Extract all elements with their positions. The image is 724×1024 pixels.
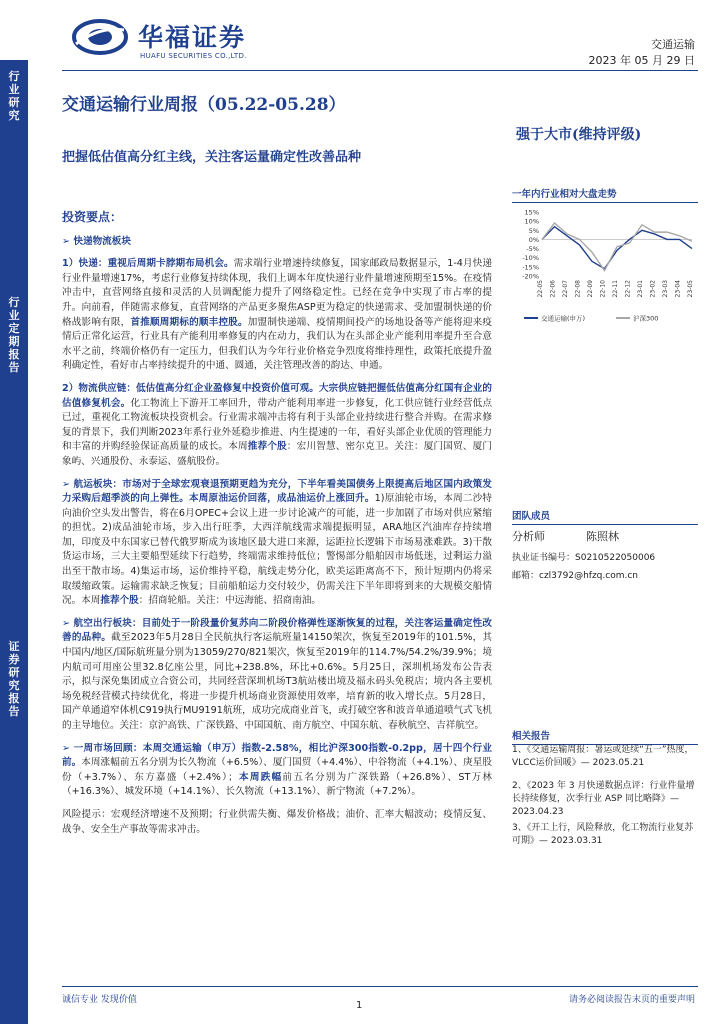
legend-label-0: 交通运输(申万) (541, 314, 586, 323)
bullet-icon: ➢ (62, 235, 74, 247)
highlight-shipping-rec: 推荐个股 (100, 595, 139, 607)
text-express: 需求端行业增速持续修复，国家邮政局数据显示，1-4月快递行业件量增速17%，考虑行业修复持续体现，我们上调本年度快递行业件量增速预期至15%。在疫情冲击中，直营网络直接和灵活的人员调配能力提升了网络稳定性。已经在竞争中实现了市占率的提升。向前看，伴随需求修复，直营网络的产品更多聚焦ASP更为稳定的快递需求、受加盟制快递的价格战影响有限， (62, 258, 492, 328)
paragraph-supply-chain (62, 382, 492, 470)
team-title: 团队成员 (512, 508, 698, 525)
x-tick-label: 23-02 (649, 280, 657, 298)
text-shipping: 1)原油轮市场，本周二沙特向油价空头发出警告，将在6月OPEC+会议上进一步讨论减产的可能，进一步加剧了市场对供应紧缩的担忧。2)成品油轮市场，步入出行旺季，大西洋航线需求端提振明显，ARA地区汽油库存持续增加，印度及中东国家已替代俄罗斯成为该地区最大进口来源，运距拉长逻辑下市场易涨难跌。3)干散货运市场，三大主要船型延续下行趋势，终端需求维持低位；警惕部分船舶因市场低迷，过剩运力溢出至干散市场。4)集运市场，运价维持平稳，航线走势分化，欧美运距离高不下，预计短期内仍将采取缓缩政策。运输需求缺乏恢复；目前船舶运力交付较少，仍需关注下半年即将到来的大规模交船情况。本周 (62, 493, 492, 607)
x-tick-label: 23-05 (687, 280, 694, 298)
y-tick-label: -10% (522, 254, 539, 263)
text-market-b: 前五名分别为广深铁路（+26.8%）、ST万林（+16.3%）、城发环境（+14.1%）、长久物流（+13.1%）、新宁物流（+7.2%）。 (62, 771, 493, 798)
sidebar-label-industry: 行业研究 (8, 70, 20, 122)
x-tick-label: 23-03 (662, 280, 669, 298)
bullet-icon: ➢ (62, 742, 74, 754)
bullet-express: 快递物流板块 (73, 235, 131, 247)
x-tick-label: 22-10 (599, 280, 607, 298)
bullet-icon: ➢ (62, 617, 74, 629)
highlight-shipping: 航运板块： (73, 478, 123, 490)
rating-label: 强于大市(维持评级) (516, 127, 642, 143)
related-report-1[interactable]: 1、《交通运输周报：暑运或延续“五一”热度，VLCC运价回暖》— 2023.05.21 (512, 745, 694, 768)
x-tick-label: 22-07 (562, 280, 569, 298)
y-tick-label: 0% (528, 235, 539, 244)
paragraph-aviation (62, 617, 492, 734)
x-tick-label: 22-12 (624, 280, 632, 298)
text-market: 本周涨幅前五名分别为长久物流（+6.5%）、厦门国贸（+4.4%）、中谷物流（+4.1%）、庚星股份（+3.7%）、东方嘉盛（+2.4%）； (62, 757, 492, 783)
report-category: 交通运输 (651, 38, 695, 51)
analyst-name: 陈照林 (586, 530, 619, 543)
text-shipping-b: ：招商轮船。关注：中远海能、招商南油。 (138, 595, 322, 607)
report-title: 交通运输行业周报（05.22-05.28） (62, 95, 346, 115)
x-tick-label: 22-06 (549, 280, 557, 298)
license-number: 执业证书编号：S0210522050006 (512, 553, 656, 563)
x-tick-label: 22-05 (537, 280, 544, 298)
related-report-3[interactable]: 3、《开工上行，风险释放，化工物流行业复苏可期》— 2023.03.31 (512, 823, 694, 846)
text-shipping-lead: 市场对于全球宏观衰退预期更趋为充分，下半年看美国债务上限提高后地区国内政策发力采购后超季淡的向上弹性。本周原油运价回落，成品油运价上涨回升。 (62, 478, 493, 505)
analyst-label: 分析师 (512, 530, 545, 543)
x-tick-label: 23-04 (674, 280, 682, 298)
text-express-b: 加盟制快递端、疫情期间投产的场地设备等产能将迎来疫情后正常化运营，行业具有产能利用率修复的内在动力，我们认为在头部企业产能利用率提升至合意水平之前，终端价格仍有一定压力，但我们认为今年行业价格竞争烈度将维持理性，政策托底提升盈利确定性，看好市占率持续提升的中通、圆通，关注管理改善的韵达、申通。 (62, 316, 493, 372)
highlight-recommend: 推荐个股 (247, 441, 287, 453)
highlight-aviation: 航空出行板块： (73, 617, 142, 629)
text-supply-chain: 化工物流上下游开工率回升，带动产能利用率进一步修复，化工供应链行业经营低点已过，重视化工物流板块投资机会。行业需求端冲击将有利于头部企业持续进行整合并购。在需求修复的背景下，我们判断2023年系行业外延稳步推进、内生提速的一年，看好头部企业优质的管理能力和丰富的并购经验保证高质量的成长。本周 (62, 397, 493, 453)
highlight-decline: 本周跌幅 (237, 771, 283, 783)
footer-disclaimer: 请务必阅读报告末页的重要声明 (568, 995, 695, 1005)
y-tick-label: -20% (522, 272, 539, 281)
report-date: 2023 年 05 月 29 日 (588, 54, 695, 67)
paragraph-shipping (62, 478, 492, 609)
footer-slogan: 诚信专业 发现价值 (62, 995, 137, 1005)
series-line-1 (542, 223, 692, 271)
legend-label-1: 沪深300 (633, 314, 659, 323)
text-supply-chain-b: ：宏川智慧、密尔克卫。关注：厦门国贸、厦门象屿、兴通股份、永泰运、盛航股份。 (62, 441, 493, 467)
y-tick-label: -5% (526, 245, 539, 254)
x-tick-label: 23-01 (637, 280, 644, 298)
y-tick-label: 5% (528, 226, 539, 235)
x-tick-label: 22-09 (587, 280, 594, 298)
sidebar (0, 60, 28, 1024)
y-tick-label: -15% (522, 263, 539, 272)
header-divider (62, 70, 698, 71)
highlight-supply-chain: 2）物流供应链：低估值高分红企业盈修复中投资价值可观。大宗供应链把握低估值高分红国有企业的估值修复机会。 (62, 382, 492, 409)
bullet-icon: ➢ (62, 478, 74, 490)
y-tick-label: 15% (524, 208, 539, 217)
paragraph-market (62, 742, 492, 800)
analyst-email[interactable]: 邮箱：czl3792@hfzq.com.cn (512, 571, 638, 581)
related-title: 相关报告 (512, 728, 698, 745)
x-tick-label: 22-08 (574, 280, 582, 298)
text-aviation-lead: 目前处于一阶段量价复苏向二阶段价格弹性逐渐恢复的过程，关注客运量确定性改善的品种。 (62, 617, 493, 644)
x-tick-label: 22-11 (612, 280, 619, 298)
risk-warning: 风险提示：宏观经济增速不及预期；行业供需失衡、爆发价格战；油价、汇率大幅波动；疫情反复、战争、安全生产事故等需求冲击。 (62, 808, 492, 835)
highlight-express: 1）快递：重视后周期卡脖期布局机会。 (62, 258, 234, 270)
section-title: 投资要点： (62, 210, 123, 224)
sidebar-label-report: 证券研究报告 (8, 640, 20, 718)
related-report-2[interactable]: 2、《2023 年 3 月快递数据点评：行业件量增长持续修复，次季行业 ASP 同比略降》— 2023.04.23 (512, 781, 695, 817)
highlight-sf: 首推顺周期标的顺丰控股。 (130, 316, 248, 328)
text-aviation: 截至2023年5月28日全民航执行客运航班量14150架次，恢复至2019年的101.5%，其中国内/地区/国际航班量分别为13059/270/821架次，恢复至2019年的114.7%/54.2%/39.9%；境内航司可用座公里32.8亿座公里，同比+238.8%，环比+0.6%。5月25日，深圳机场发布公告表示，拟与深免集团成立合资公司，共同经营深圳机场T3航站楼出境及福永码头免税店；境内各主要机场免税经营模式持续优化，将进一步提升机场商业资源使用效率，培育新的收入增长点。5月28日，国产单通道窄体机C919执行MU9191航班，成功完成商业首飞，或打破空客和波音单通道喷气式飞机的主导地位。关注：京沪高铁、广深铁路、中国国航、南方航空、中国东航、春秋航空、吉祥航空。 (62, 632, 492, 731)
chart-title: 一年内行业相对大盘走势 (512, 186, 698, 203)
report-subtitle: 把握低估值高分红主线，关注客运量确定性改善品种 (62, 150, 362, 165)
paragraph-express (62, 257, 492, 374)
page-number: 1 (356, 1000, 363, 1011)
relative-performance-chart (512, 206, 698, 336)
highlight-market: 一周市场回顾：本周交通运输（申万）指数-2.58%，相比沪深300指数-0.2pp，居十四个行业前。 (62, 742, 492, 769)
sidebar-label-periodic: 行业定期报告 (8, 296, 20, 374)
main-content (62, 210, 492, 845)
y-tick-label: 10% (524, 217, 539, 226)
huafu-logo-icon (72, 18, 128, 56)
logo-english-text: HUAFU SECURITIES CO.,LTD. (140, 52, 247, 60)
logo-text: 华福证券 (138, 23, 247, 52)
footer-divider (62, 986, 698, 987)
